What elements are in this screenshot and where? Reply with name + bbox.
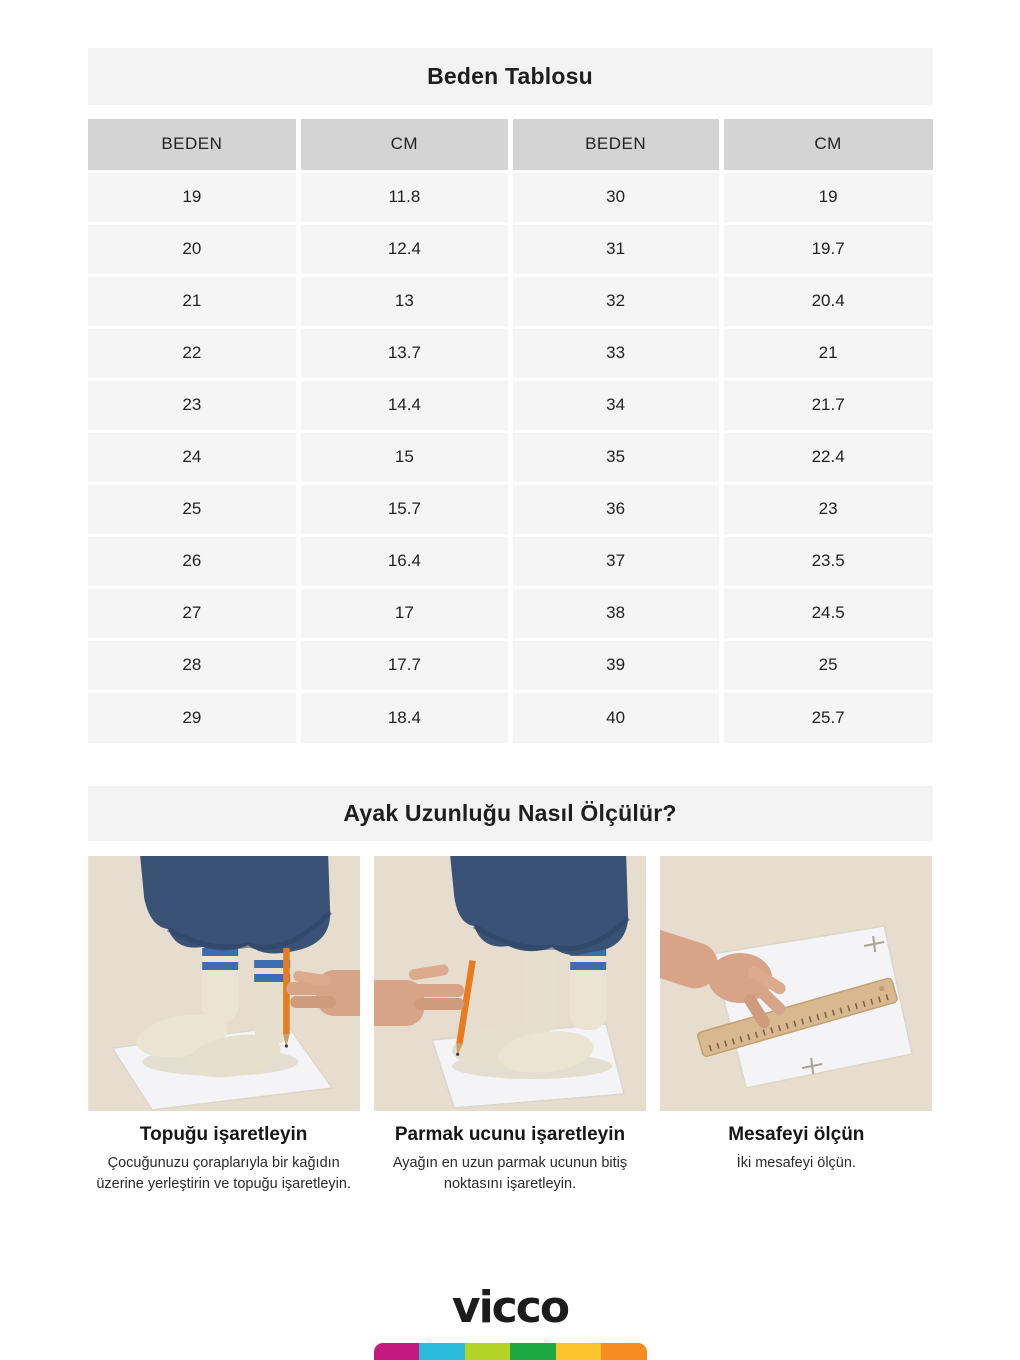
table-cell: 23 xyxy=(88,379,299,431)
table-row xyxy=(88,171,933,223)
table-row xyxy=(88,691,933,743)
brand-bar-segment xyxy=(510,1343,556,1360)
table-cell: 24 xyxy=(88,431,299,483)
table-cell: 35 xyxy=(510,431,721,483)
table-cell: 21 xyxy=(88,275,299,327)
howto-heading: Ayak Uzunluğu Nasıl Ölçülür? xyxy=(343,800,677,826)
step-title: Parmak ucunu işaretleyin xyxy=(394,1124,626,1145)
table-cell: 22 xyxy=(88,327,299,379)
photo-mark-heel xyxy=(88,856,360,1111)
table-header-cell: CM xyxy=(299,119,510,171)
table-cell: 31 xyxy=(510,223,721,275)
table-cell: 23.5 xyxy=(721,535,932,587)
table-cell: 19.7 xyxy=(721,223,932,275)
brand-color-bar xyxy=(374,1343,647,1360)
table-cell: 22.4 xyxy=(721,431,932,483)
table-cell: 13 xyxy=(299,275,510,327)
photo-measure-distance xyxy=(660,856,932,1111)
step-title: Topuğu işaretleyin xyxy=(139,1124,308,1145)
table-cell: 40 xyxy=(510,691,721,743)
table-header-row xyxy=(88,119,933,171)
table-cell: 12.4 xyxy=(299,223,510,275)
table-cell: 28 xyxy=(88,639,299,691)
table-cell: 20.4 xyxy=(721,275,932,327)
table-cell: 25 xyxy=(721,639,932,691)
table-cell: 13.7 xyxy=(299,327,510,379)
table-cell: 39 xyxy=(510,639,721,691)
step-title: Mesafeyi ölçün xyxy=(728,1124,865,1145)
brand-bar-segment xyxy=(374,1343,420,1360)
howto-heading-banner xyxy=(88,786,933,841)
table-header-cell: BEDEN xyxy=(88,119,299,171)
table-cell: 30 xyxy=(510,171,721,223)
step-description: Ayağın en uzun parmak ucunun bitiş noktasını işaretleyin. xyxy=(392,1155,628,1193)
feet-heel-marking-illustration xyxy=(88,856,360,1111)
table-cell: 24.5 xyxy=(721,587,932,639)
feet-toe-marking-illustration xyxy=(374,856,646,1111)
ruler-measuring-illustration xyxy=(660,856,932,1111)
table-cell: 38 xyxy=(510,587,721,639)
table-row xyxy=(88,223,933,275)
size-table-title-banner xyxy=(88,48,933,105)
table-cell: 21 xyxy=(721,327,932,379)
table-row xyxy=(88,639,933,691)
content-column xyxy=(88,0,933,1195)
table-cell: 17 xyxy=(299,587,510,639)
table-cell: 20 xyxy=(88,223,299,275)
table-cell: 33 xyxy=(510,327,721,379)
table-cell: 15.7 xyxy=(299,483,510,535)
table-row xyxy=(88,587,933,639)
step-mark-toe xyxy=(374,856,646,1195)
table-cell: 29 xyxy=(88,691,299,743)
table-row xyxy=(88,327,933,379)
table-cell: 14.4 xyxy=(299,379,510,431)
table-cell: 19 xyxy=(721,171,932,223)
page-title: Beden Tablosu xyxy=(427,63,593,89)
table-cell: 15 xyxy=(299,431,510,483)
step-measure-distance xyxy=(660,856,932,1195)
table-row xyxy=(88,483,933,535)
brand-bar-segment xyxy=(601,1343,647,1360)
table-cell: 25 xyxy=(88,483,299,535)
size-table xyxy=(88,119,933,743)
table-header-cell: BEDEN xyxy=(510,119,721,171)
table-row xyxy=(88,379,933,431)
table-cell: 27 xyxy=(88,587,299,639)
table-cell: 11.8 xyxy=(299,171,510,223)
photo-mark-toe xyxy=(374,856,646,1111)
size-table-body xyxy=(88,171,933,743)
table-cell: 16.4 xyxy=(299,535,510,587)
table-header-cell: CM xyxy=(721,119,932,171)
brand-bar-segment xyxy=(465,1343,511,1360)
orange-pencil xyxy=(283,948,290,1048)
table-cell: 23 xyxy=(721,483,932,535)
table-row xyxy=(88,275,933,327)
vicco-logo: vicco xyxy=(451,1282,569,1333)
brand-bar-segment xyxy=(419,1343,465,1360)
table-cell: 32 xyxy=(510,275,721,327)
table-cell: 21.7 xyxy=(721,379,932,431)
table-cell: 25.7 xyxy=(721,691,932,743)
table-cell: 36 xyxy=(510,483,721,535)
step-description: Çocuğunuzu çoraplarıyla bir kağıdın üzerine yerleştirin ve topuğu işaretleyin. xyxy=(96,1155,351,1193)
table-cell: 37 xyxy=(510,535,721,587)
table-cell: 17.7 xyxy=(299,639,510,691)
table-cell: 18.4 xyxy=(299,691,510,743)
brand-footer xyxy=(0,1282,1020,1360)
howto-steps xyxy=(88,856,933,1195)
table-row xyxy=(88,431,933,483)
table-cell: 19 xyxy=(88,171,299,223)
table-cell: 26 xyxy=(88,535,299,587)
table-cell: 34 xyxy=(510,379,721,431)
table-row xyxy=(88,535,933,587)
step-description: İki mesafeyi ölçün. xyxy=(736,1155,856,1171)
step-mark-heel xyxy=(88,856,360,1195)
brand-bar-segment xyxy=(556,1343,602,1360)
